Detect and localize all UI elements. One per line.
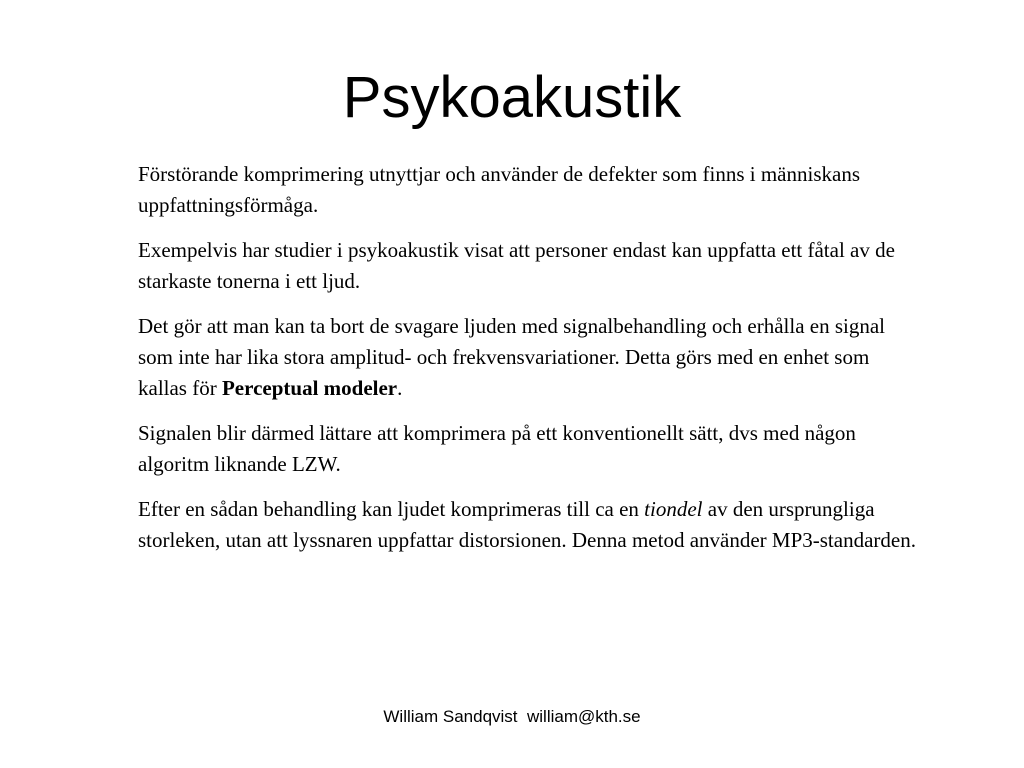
slide-footer xyxy=(0,706,1024,728)
paragraph-3 xyxy=(138,311,918,404)
paragraph-5 xyxy=(138,494,918,556)
perceptual-modeler-term: Perceptual modeler xyxy=(221,376,398,400)
paragraph-3-text: Det gör att man kan ta bort de svagare ljuden med signalbehandling och erhålla en signal som inte har lika stora amplitud- och frekvensvariationer. Detta görs med en enhet som kallas för xyxy=(138,314,886,400)
paragraph-3-end: . xyxy=(397,376,403,400)
tiondel-term: tiondel xyxy=(644,497,703,521)
slide-body xyxy=(138,159,918,570)
paragraph-4: Signalen blir därmed lättare att komprimera på ett konventionellt sätt, dvs med någon algoritm liknande LZW. xyxy=(138,421,856,476)
paragraph-5-text: Efter en sådan behandling kan ljudet komprimeras till ca en xyxy=(138,497,645,521)
paragraph-1: Förstörande komprimering utnyttjar och använder de defekter som finns i människans uppfattningsförmåga. xyxy=(138,162,860,217)
paragraph-2: Exempelvis har studier i psykoakustik visat att personer endast kan uppfatta ett fåtal av de starkaste tonerna i ett ljud. xyxy=(138,238,895,293)
slide-title: Psykoakustik xyxy=(342,65,682,130)
footer-email: william@kth.se xyxy=(526,707,641,726)
paragraph-5-end: av den ursprungliga storleken, utan att lyssnaren uppfattar distorsionen. Denna metod använder MP3-standarden. xyxy=(138,497,916,552)
footer-author: William Sandqvist xyxy=(383,707,518,726)
